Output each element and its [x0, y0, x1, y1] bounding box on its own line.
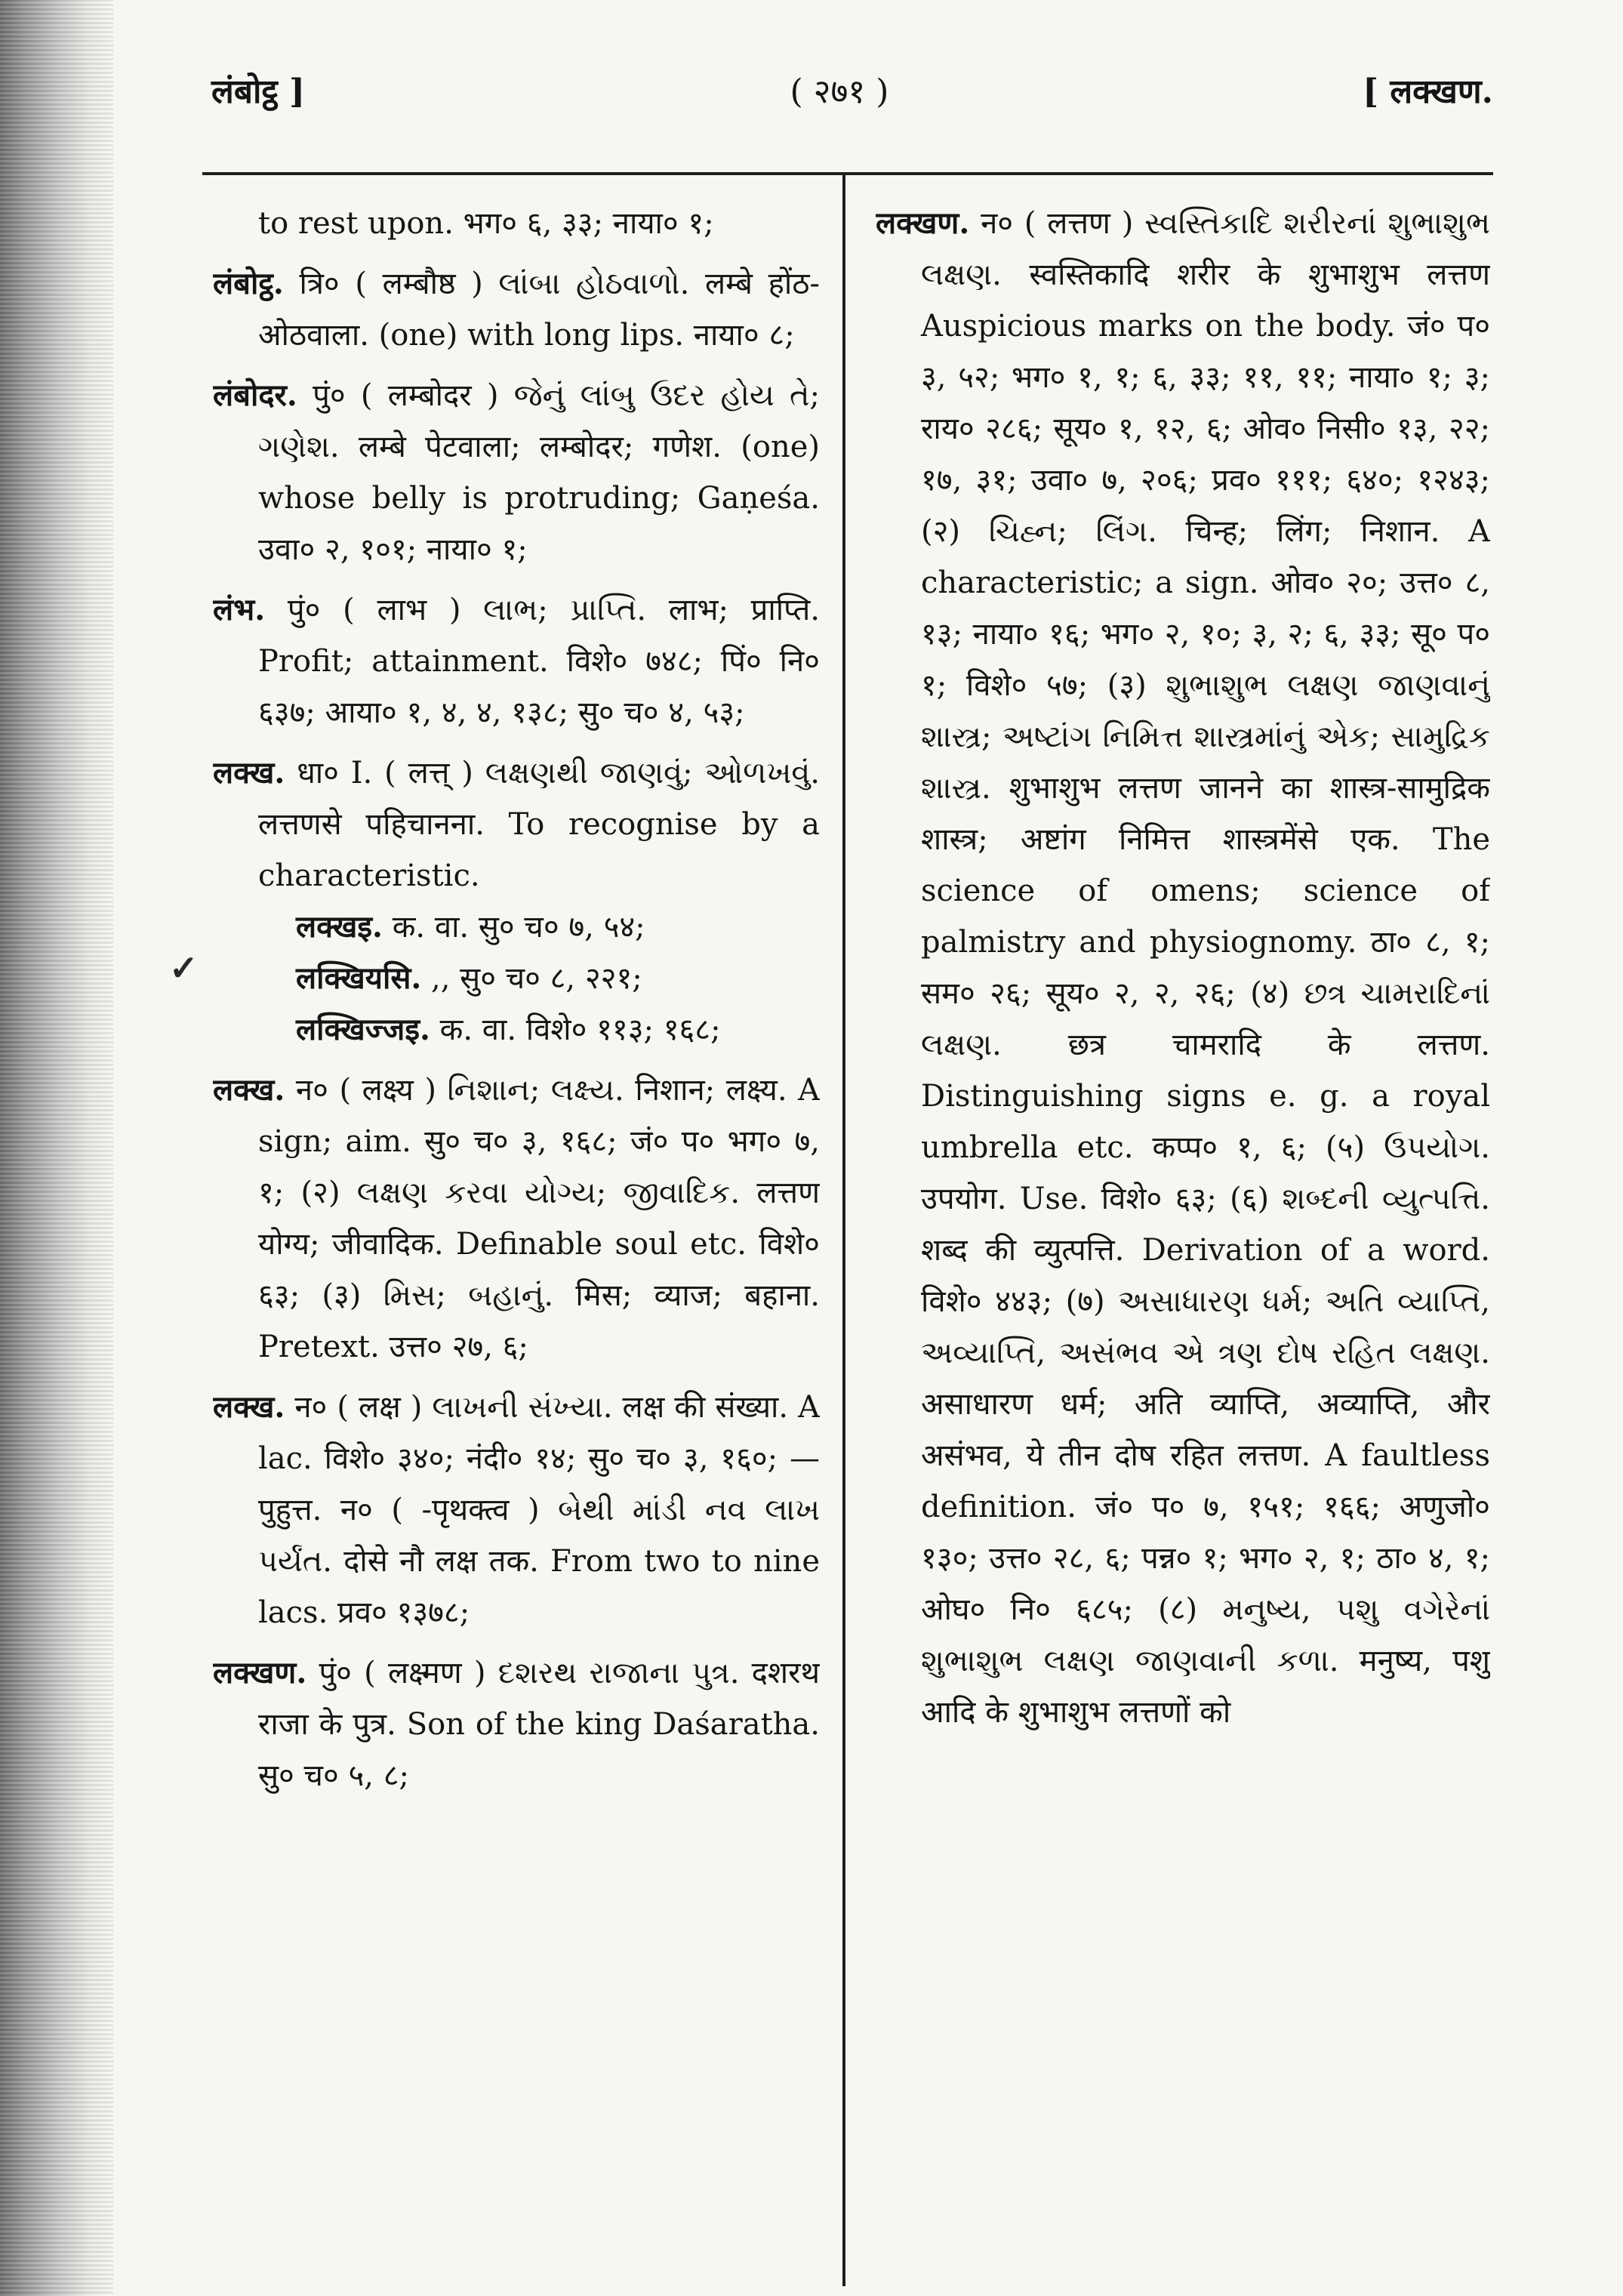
dictionary-entry: [213, 1382, 820, 1638]
entry-body: न० ( लत्तण ) સ્વસ્તિકાદિ શરીરનાં શુભાશુભ લક્ષણ. स्वस्तिकादि शरीर के शुभाशुभ लत्तण Auspicious marks on the body. जं० प० ३, ५२; भग० १, १; ६, ३३; ११, ११; नाया० १; ३; राय० २८६; सूय० १, १२, ६; ओव० निसी० १३, २२; १७, ३१; उवा० ७, २०६; प्रव० १११; ६४०; १२४३; (२) ચિહ્ન; લિંગ. चिन्ह; लिंग; निशान. A characteristic; a sign. ओव० २०; उत्त० ८, १३; नाया० १६; भग० २, १०; ३, २; ६, ३३; सू० प० १; विशे० ५७; (३) શુભાશુભ લક્ષણ જાણવાનું શાસ્ત્ર; અષ્ટાંગ નિમિત્ત શાસ્ત્રમાંનું એક; સામુદ્રિક શાસ્ત્ર. शुभाशुभ लत्तण जानने का शास्त्र-सामुद्रिक शास्त्र; अष्टांग निमित्त शास्त्रमेंसे एक. The science of omens; science of palmistry and physiognomy. ठा० ८, १; सम० २६; सूय० २, २, २६; (४) છત્ર ચામરાદિનાં લક્ષણ. छत्र चामरादि के लत्तण. Distinguishing signs e. g. a royal umbrella etc. कप्प० १, ६; (५) ઉપયોગ. उपयोग. Use. विशे० ६३; (६) શબ્દની વ્યુત્પત્તિ. शब्द की व्युत्पत्ति. Derivation of a word. विशे० ४४३; (७) અસાધારણ ધર્મ; અતિ વ્યાપ્તિ, અવ્યાપ્તિ, અસંભવ એ ત્રણ દોષ રહિત લક્ષણ. असाधारण धर्म; अति व्याप्ति, अव्याप्ति, और असंभव, ये तीन दोष रहित लत्तण. A faultless definition. जं० प० ७, १५१; १६६; अणुजो० १३०; उत्त० २८, ६; पन्न० १; भग० २, १; ठा० ४, १; ओघ० नि० ६८५; (८) મનુષ્ય, પશુ વગેરેનાં શુભાશુભ લક્ષણ જાણવાની કળા. मनुष्य, पशु आदि के शुभाशुभ लत्तणों को: [921, 206, 1490, 1730]
continued-entry: [258, 198, 820, 249]
book-spine-shadow: [0, 0, 113, 2296]
entry-headword: लक्खण.: [876, 205, 970, 241]
dictionary-entry: [213, 584, 820, 738]
dictionary-entry: [213, 370, 820, 575]
entry-body: to rest upon. भग० ६, ३३; नाया० १;: [258, 206, 714, 241]
sub-entry-headword: लक्खियसि.: [296, 960, 422, 996]
sub-entry: [296, 1004, 820, 1056]
sub-entry-headword: लक्खिज्जइ.: [296, 1012, 430, 1047]
entry-body: न० ( लक्ष ) લાખની સંખ્યા. लक्ष की संख्या. A lac. विशे० ३४०; नंदी० १४; सु० च० ३, १६०; —पुहुत्त. न० ( -पृथक्त्व ) બેથી માંડી નવ લાખ પર્યંત. दोसे नौ लक्ष तक. From two to nine lacs. प्रव० १३७८;: [258, 1390, 820, 1630]
dictionary-entry: [876, 198, 1490, 1738]
entry-headword: लक्ख.: [213, 1389, 285, 1425]
entry-body: न० ( लक्ष्य ) નિશાન; લક્ષ્ય. निशान; लक्ष्य. A sign; aim. सु० च० ३, १६८; जं० प० भग० ७, १; (२) લક્ષણ કરવા યોગ્ય; જીવાદિક. लत्तण योग्य; जीवादिक. Definable soul etc. विशे० ६३; (३) મિસ; બહાનું. मिस; व्याज; बहाना. Pretext. उत्त० २७, ६;: [258, 1073, 820, 1364]
sub-entry: [296, 953, 820, 1004]
page-number: ( २७१ ): [790, 72, 889, 111]
entry-headword: लक्खण.: [213, 1655, 307, 1690]
entry-body: पुं० ( लक्ष्मण ) દશરથ રાજાના પુત્ર. दशरथ राजा के पुत्र. Son of the king Daśaratha. सु० च० ५, ८;: [258, 1656, 820, 1793]
entry-body: धा० I. ( लत्त् ) લક્ષણથી જાણવું; ઓળખવું. लत्तणसे पहिचानना. To recognise by a characteristic.: [258, 756, 820, 893]
header-left-guideword: लंबोट्ठ ]: [211, 72, 306, 111]
sub-entry-body: ,, सु० च० ८, २२१;: [431, 961, 642, 996]
entry-headword: लक्ख.: [213, 1072, 285, 1108]
entry-headword: लंबोट्ठ.: [213, 266, 284, 301]
sub-entry: [296, 901, 820, 953]
dictionary-entry: [213, 1065, 820, 1373]
column-divider: [842, 172, 845, 2286]
entry-headword: लंभ.: [213, 592, 266, 627]
sub-entry-body: क. वा. सु० च० ७, ५४;: [392, 910, 645, 945]
entry-headword: लक्ख.: [213, 755, 285, 791]
header-right-guideword: [ लक्खण.: [1363, 72, 1493, 111]
entry-body: पुं० ( लाभ ) લાભ; પ્રાપ્તિ. लाभ; प्राप्ति. Profit; attainment. विशे० ७४८; पिं० नि० ६३७; आया० १, ४, ४, १३८; सु० च० ४, ५३;: [258, 593, 820, 730]
entry-body: त्रि० ( लम्बौष्ठ ) લાંબા હોઠવાળો. लम्बे होंठ-ओठवाला. (one) with long lips. नाया० ८;: [258, 267, 820, 353]
dictionary-entry: [213, 258, 820, 361]
sub-entry-body: क. वा. विशे० ११३; १६८;: [439, 1012, 721, 1047]
header-rule: [202, 172, 1493, 175]
dictionary-entry: [213, 1647, 820, 1801]
dictionary-entry: [213, 747, 820, 1056]
left-column: [213, 198, 820, 2282]
entry-body: पुं० ( लम्बोदर ) જેનું લાંબુ ઉદર હોય તે; ગણેશ. लम्बे पेटवाला; लम्बोदर; गणेश. (one) whose belly is protruding; Gaṇeśa. उवा० २, १०१; नाया० १;: [258, 378, 820, 567]
sub-entry-headword: लक्खइ.: [296, 909, 383, 945]
right-column: [876, 198, 1490, 2282]
entry-headword: लंबोदर.: [213, 378, 297, 413]
margin-tick-mark: ✓: [169, 948, 199, 988]
